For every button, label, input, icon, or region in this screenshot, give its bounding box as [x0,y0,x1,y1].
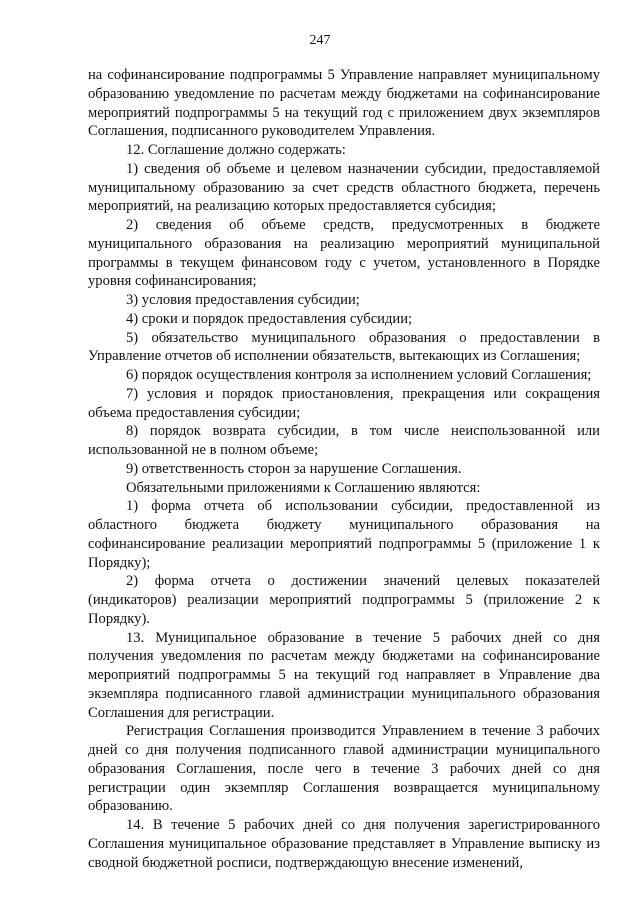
paragraph: 1) форма отчета об использовании субсидии, предоставленной из областного бюджета бюджету муниципального образования на софинансирование реализации мероприятий подпрограммы 5 (приложение 1 к Порядку); [88,498,600,571]
paragraph: 14. В течение 5 рабочих дней со дня получения зарегистрированного Соглашения муниципальное образование представляет в Управление выписку из сводной бюджетной росписи, подтверждающую внесение изменений, [88,817,600,871]
paragraph: 7) условия и порядок приостановления, прекращения или сокращения объема предоставления субсидии; [88,385,600,421]
document-body [88,66,600,872]
paragraph: 5) обязательство муниципального образования о предоставлении в Управление отчетов об исполнении обязательств, вытекающих из Соглашения; [88,329,600,365]
paragraph: 2) форма отчета о достижении значений целевых показателей (индикаторов) реализации мероприятий подпрограммы 5 (приложение 2 к Порядку). [88,573,600,627]
paragraph: 4) сроки и порядок предоставления субсидии; [126,310,413,327]
paragraph: 9) ответственность сторон за нарушение Соглашения. [126,460,462,477]
paragraph: 8) порядок возврата субсидии, в том числе неиспользованной или использованной не в полном объеме; [88,423,600,458]
paragraph: 13. Муниципальное образование в течение 5 рабочих дней со дня получения уведомления по расчетам между бюджетами на софинансирование мероприятий подпрограммы 5 на текущий год направляет в Управление два экземпляра подписанного главой администрации муниципального образования Соглашения для регистрации. [88,629,600,721]
paragraph: 2) сведения об объеме средств, предусмотренных в бюджете муниципального образования на реализацию мероприятий муниципальной программы в текущем финансовом году с учетом, установленного в Порядке уровня софинансирования; [88,217,600,290]
paragraph: 3) условия предоставления субсидии; [126,292,360,308]
paragraph: на софинансирование подпрограммы 5 Управление направляет муниципальному образованию уведомление по расчетам между бюджетами на софинансирование мероприятий подпрограммы 5 на текущий год с приложением двух экземпляров Соглашения, подписанного руководителем Управления. [88,67,600,140]
paragraph: 6) порядок осуществления контроля за исполнением условий Соглашения; [126,367,592,383]
paragraph: 1) сведения об объеме и целевом назначении субсидии, предоставляемой муниципальному образованию за счет средств областного бюджета, перечень мероприятий, на реализацию которых предоставляется субсидия; [88,160,600,215]
page-number: 247 [309,33,331,48]
paragraph: Обязательными приложениями к Соглашению являются: [126,479,481,496]
paragraph: Регистрация Соглашения производится Управлением в течение 3 рабочих дней со дня получения подписанного главой администрации муниципального образования Соглашения, после чего в течение 3 рабочих дней со дня регистрации один экземпляр Соглашения возвращается муниципальному образованию. [88,723,600,815]
paragraph: 12. Соглашение должно содержать: [126,142,346,158]
